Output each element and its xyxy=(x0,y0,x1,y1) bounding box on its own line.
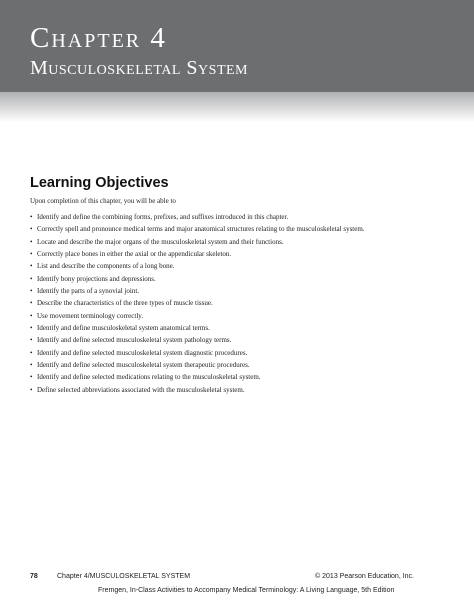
list-item xyxy=(30,310,450,322)
list-item xyxy=(30,384,450,396)
list-item xyxy=(30,248,450,260)
bullet-glyph: • xyxy=(30,262,33,271)
bullet-glyph: • xyxy=(30,299,33,308)
objective-text: Identify bony projections and depressions. xyxy=(37,274,156,283)
section-heading: Learning Objectives xyxy=(30,175,169,191)
bullet-glyph: • xyxy=(30,237,33,246)
chapter-header-band xyxy=(0,0,474,92)
page-footer xyxy=(30,573,414,585)
chapter-subtitle: Musculoskeletal System xyxy=(30,57,249,79)
objective-text: Locate and describe the major organs of the musculoskeletal system and their functions. xyxy=(37,237,284,246)
list-item xyxy=(30,260,450,272)
objective-text: Identify and define selected musculoskeletal system pathology terms. xyxy=(37,336,232,345)
objective-text: Define selected abbreviations associated with the musculoskeletal system. xyxy=(37,385,245,394)
bullet-glyph: • xyxy=(30,373,33,382)
list-item xyxy=(30,297,450,309)
bullet-glyph: • xyxy=(30,213,33,221)
objective-text: List and describe the components of a long bone. xyxy=(37,262,175,271)
objective-text: Correctly spell and pronounce medical terms and major anatomical structures relating to the musculoskeletal system. xyxy=(37,225,365,234)
page-number: 78 xyxy=(30,573,38,580)
objective-text: Correctly place bones in either the axial or the appendicular skeleton. xyxy=(37,250,232,259)
objective-text: Identify and define musculoskeletal system anatomical terms. xyxy=(37,324,210,333)
list-item xyxy=(30,371,450,383)
list-item xyxy=(30,322,450,334)
bullet-glyph: • xyxy=(30,324,33,333)
bullet-glyph: • xyxy=(30,336,33,345)
footer-credit-line: Fremgen, In-Class Activities to Accompany Medical Terminology: A Living Language, 5th Edition xyxy=(98,587,395,594)
list-item xyxy=(30,236,450,248)
header-shadow xyxy=(0,92,474,122)
objectives-list xyxy=(30,211,450,396)
objective-text: Identify and define selected medications relating to the musculoskeletal system. xyxy=(37,373,261,382)
list-item xyxy=(30,347,450,359)
objective-text: Identify and define selected musculoskeletal system therapeutic procedures. xyxy=(37,361,250,370)
list-item xyxy=(30,334,450,346)
list-item xyxy=(30,211,450,223)
list-item xyxy=(30,223,450,235)
bullet-glyph: • xyxy=(30,274,33,283)
objective-text: Identify the parts of a synovial joint. xyxy=(37,287,140,296)
objective-text: Identify and define the combining forms, prefixes, and suffixes introduced in this chapter. xyxy=(37,213,289,221)
bullet-glyph: • xyxy=(30,287,33,296)
bullet-glyph: • xyxy=(30,311,33,320)
bullet-glyph: • xyxy=(30,348,33,357)
bullet-glyph: • xyxy=(30,385,33,394)
list-item xyxy=(30,359,450,371)
list-item xyxy=(30,273,450,285)
footer-copyright: © 2013 Pearson Education, Inc. xyxy=(315,573,414,580)
list-item xyxy=(30,285,450,297)
objective-text: Use movement terminology correctly. xyxy=(37,311,144,320)
objective-text: Describe the characteristics of the three types of muscle tissue. xyxy=(37,299,213,308)
bullet-glyph: • xyxy=(30,250,33,259)
bullet-glyph: • xyxy=(30,361,33,370)
bullet-glyph: • xyxy=(30,225,33,234)
chapter-title: Chapter 4 xyxy=(30,22,167,54)
objective-text: Identify and define selected musculoskeletal system diagnostic procedures. xyxy=(37,348,248,357)
intro-text: Upon completion of this chapter, you will be able to xyxy=(30,197,176,205)
footer-chapter-label: Chapter 4/MUSCULOSKELETAL SYSTEM xyxy=(57,573,191,580)
